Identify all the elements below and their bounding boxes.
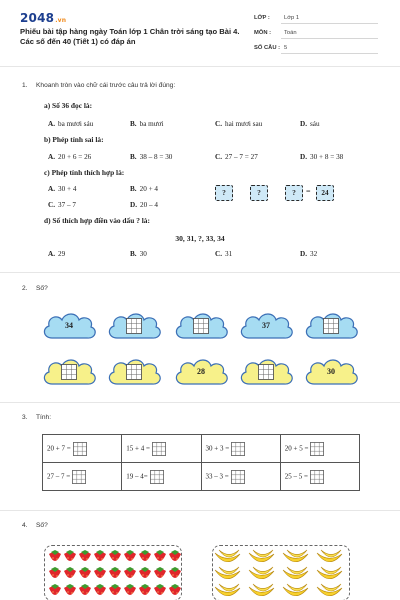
q1c-blank-box-2[interactable]: ? [250, 185, 268, 201]
cloud-number: 34 [65, 321, 73, 330]
question-1-heading: 1. Khoanh tròn vào chữ cái trước câu trả lời đúng: [22, 82, 176, 89]
strawberry-icon [139, 550, 151, 561]
number-cloud[interactable] [40, 356, 98, 388]
cloud-number: 28 [197, 367, 205, 376]
q1d-label: d) Số thích hợp điền vào dấu ? là: [44, 216, 150, 225]
strawberry-icon [64, 567, 76, 578]
q1c-option-b[interactable]: B. 20 + 4 [130, 185, 159, 193]
q3-divider [0, 510, 400, 511]
meta-question-count: SỐ CÂU : 5 [254, 44, 378, 54]
q1b-option-c[interactable]: C. 27 – 7 = 27 [215, 153, 258, 161]
q1b-label: b) Phép tính sai là: [44, 135, 104, 144]
strawberries-image [45, 546, 182, 600]
table-row [43, 463, 360, 491]
answer-grid-box[interactable] [72, 442, 88, 456]
answer-grid-box[interactable] [151, 442, 167, 456]
banana-icon [283, 550, 308, 562]
strawberry-icon [49, 584, 61, 595]
question-4-heading: 4. Số? [22, 522, 48, 529]
q1c-blank-box-1[interactable]: ? [215, 185, 233, 201]
calc-expression: 33 – 3 = [205, 472, 229, 481]
calc-expression: 15 + 4 = [126, 444, 150, 453]
strawberry-icon [79, 584, 91, 595]
document-title: Phiếu bài tập hàng ngày Toán lớp 1 Chân trời sáng tạo Bài 4. Các số đến 40 (Tiết 1) có đáp án [20, 27, 240, 46]
q1d-option-b[interactable]: B. 30 [130, 250, 147, 258]
strawberry-icon [64, 550, 76, 561]
q1b-option-b[interactable]: B. 38 – 8 = 30 [130, 153, 173, 161]
calc-expression: 20 + 5 = [284, 444, 309, 453]
banana-icon [215, 550, 240, 562]
answer-grid-box[interactable] [71, 470, 87, 484]
strawberry-icon [139, 584, 151, 595]
cloud-number: 37 [262, 321, 270, 330]
calc-cell [122, 435, 201, 463]
number-cloud [172, 356, 230, 388]
calc-expression: 25 – 5 = [284, 472, 308, 481]
q1c-option-c[interactable]: C. 37 – 7 [48, 201, 76, 209]
q1b-option-d[interactable]: D. 30 + 8 = 38 [300, 153, 344, 161]
strawberry-icon [94, 584, 106, 595]
q1c-blank-box-3[interactable]: ? [285, 185, 303, 201]
banana-icon [317, 584, 342, 596]
strawberry-icon [124, 584, 136, 595]
answer-grid-box[interactable] [309, 470, 325, 484]
banana-icon [283, 567, 308, 579]
equals-sign: = [306, 187, 311, 196]
answer-grid-box[interactable] [230, 442, 246, 456]
strawberry-icon [79, 567, 91, 578]
calc-expression: 30 + 3 = [205, 444, 230, 453]
banana-icon [249, 584, 274, 596]
header-divider [0, 66, 400, 67]
answer-grid-box[interactable] [258, 364, 274, 380]
calc-cell [43, 463, 122, 491]
meta-subject: MÔN : Toán [254, 29, 378, 39]
calc-expression: 27 – 7 = [47, 472, 71, 481]
calc-expression: 20 + 7 = [47, 444, 71, 453]
banana-icon [215, 567, 240, 579]
strawberry-icon [169, 567, 181, 578]
strawberry-panel [44, 545, 182, 600]
calc-cell [201, 435, 280, 463]
banana-icon [215, 584, 240, 596]
number-cloud[interactable] [172, 310, 230, 342]
banana-icon [249, 567, 274, 579]
strawberry-icon [109, 567, 121, 578]
q1a-option-c[interactable]: C. hai mươi sau [215, 120, 263, 128]
banana-icon [317, 550, 342, 562]
answer-grid-box[interactable] [126, 364, 142, 380]
strawberry-icon [109, 584, 121, 595]
calc-cell [280, 463, 359, 491]
answer-grid-box[interactable] [61, 364, 77, 380]
strawberry-icon [94, 550, 106, 561]
strawberry-icon [49, 567, 61, 578]
banana-panel [212, 545, 350, 600]
number-cloud [237, 310, 295, 342]
q1c-option-a[interactable]: A. 30 + 4 [48, 185, 77, 193]
strawberry-icon [154, 567, 166, 578]
q1a-label: a) Số 36 đọc là: [44, 101, 93, 110]
calculation-table [42, 434, 360, 491]
site-logo[interactable]: 2048.vn [20, 11, 67, 25]
strawberry-icon [169, 584, 181, 595]
strawberry-icon [49, 550, 61, 561]
calc-expression: 19 – 4= [126, 472, 148, 481]
calc-cell [43, 435, 122, 463]
number-cloud[interactable] [105, 310, 163, 342]
cloud-number: 30 [327, 367, 335, 376]
q1-divider [0, 272, 400, 273]
question-3-heading: 3. Tính: [22, 414, 52, 421]
q1b-option-a[interactable]: A. 20 + 6 = 26 [48, 153, 92, 161]
number-cloud[interactable] [302, 310, 360, 342]
q1d-option-c[interactable]: C. 31 [215, 250, 233, 258]
q1d-option-d[interactable]: D. 32 [300, 250, 318, 258]
strawberry-icon [124, 567, 136, 578]
strawberry-icon [169, 550, 181, 561]
q1c-option-d[interactable]: D. 20 – 4 [130, 201, 158, 209]
calc-cell [122, 463, 201, 491]
strawberry-icon [139, 567, 151, 578]
answer-grid-box[interactable] [149, 470, 165, 484]
number-sequence: 30, 31, ?, 33, 34 [175, 234, 225, 243]
strawberry-icon [154, 584, 166, 595]
q1a-option-b[interactable]: B. ba mươi [130, 120, 164, 128]
number-cloud [302, 356, 360, 388]
answer-grid-box[interactable] [193, 318, 209, 334]
number-cloud[interactable] [105, 356, 163, 388]
bananas-image [213, 546, 350, 600]
q1c-result-box: 24 [316, 185, 334, 201]
table-row [43, 435, 360, 463]
number-cloud[interactable] [237, 356, 295, 388]
calc-cell [280, 435, 359, 463]
q2-divider [0, 402, 400, 403]
q1c-label: c) Phép tính thích hợp là: [44, 168, 125, 177]
banana-icon [317, 567, 342, 579]
strawberry-icon [109, 550, 121, 561]
question-2-heading: 2. Số? [22, 285, 48, 292]
q1d-option-a[interactable]: A. 29 [48, 250, 66, 258]
banana-icon [249, 550, 274, 562]
calc-cell [201, 463, 280, 491]
worksheet-header [0, 0, 400, 62]
banana-icon [283, 584, 308, 596]
meta-class: LỚP : Lớp 1 [254, 14, 378, 24]
strawberry-icon [124, 550, 136, 561]
strawberry-icon [79, 550, 91, 561]
q1a-option-d[interactable]: D. sáu [300, 120, 320, 128]
number-cloud [40, 310, 98, 342]
strawberry-icon [94, 567, 106, 578]
q1a-option-a[interactable]: A. ba mươi sáu [48, 120, 94, 128]
answer-grid-box[interactable] [230, 470, 246, 484]
answer-grid-box[interactable] [126, 318, 142, 334]
answer-grid-box[interactable] [323, 318, 339, 334]
answer-grid-box[interactable] [309, 442, 325, 456]
strawberry-icon [64, 584, 76, 595]
strawberry-icon [154, 550, 166, 561]
